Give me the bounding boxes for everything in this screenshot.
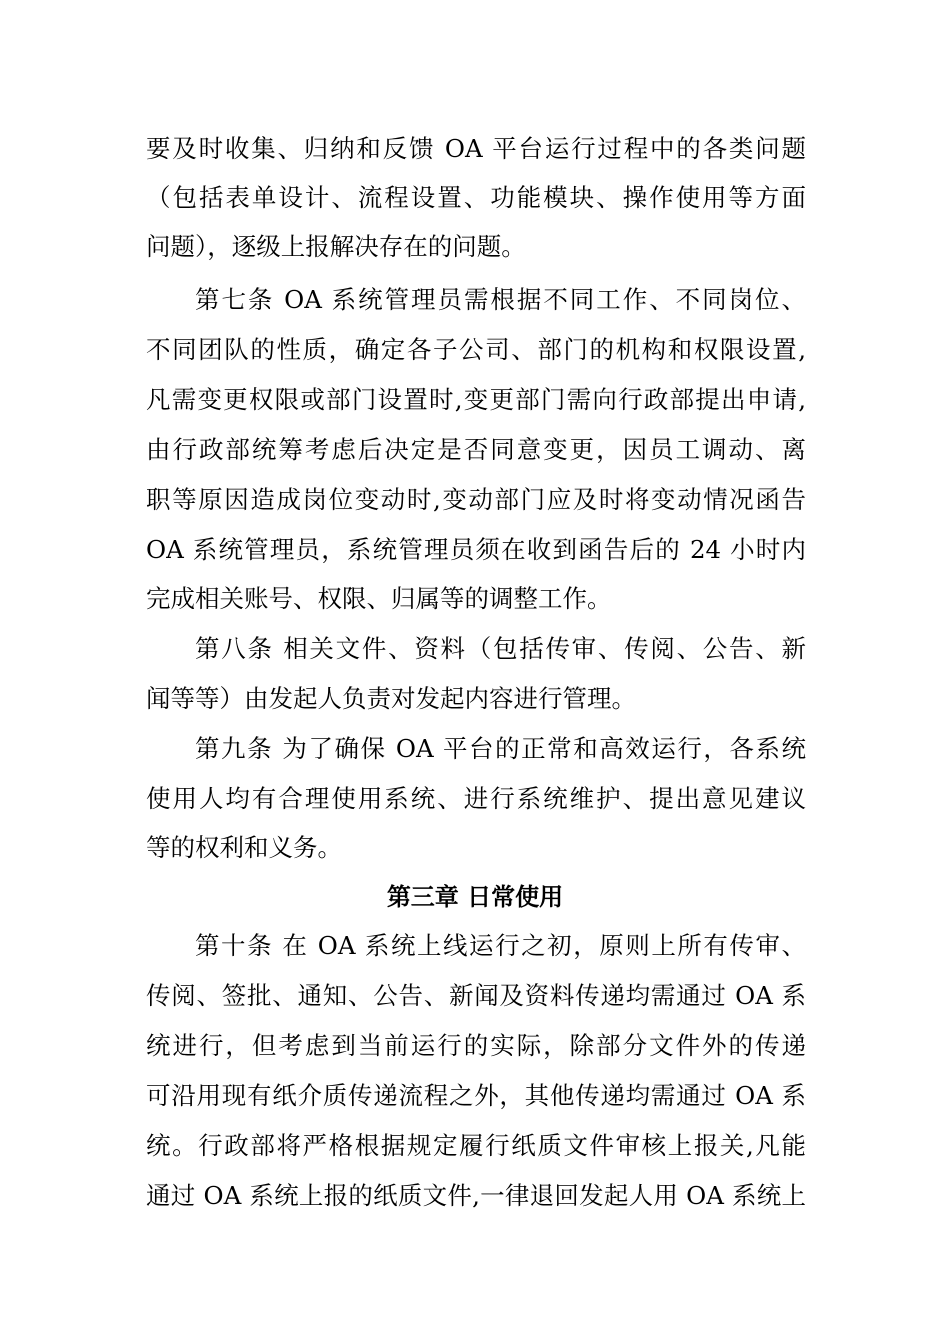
text-line: OA 系统管理员，系统管理员须在收到函告后的 24 小时内 bbox=[146, 535, 806, 564]
text-line: 统。行政部将严格根据规定履行纸质文件审核上报关,凡能 bbox=[146, 1131, 806, 1160]
text-line: 第七条 OA 系统管理员需根据不同工作、不同岗位、 bbox=[195, 285, 806, 314]
chapter-title: 第三章 日常使用 bbox=[386, 883, 564, 911]
text-line: 由行政部统筹考虑后决定是否同意变更，因员工调动、离 bbox=[146, 435, 806, 464]
text-line: 等的权利和义务。 bbox=[146, 833, 342, 862]
text-line: 凡需变更权限或部门设置时,变更部门需向行政部提出申请, bbox=[146, 385, 806, 414]
text-line: 第九条 为了确保 OA 平台的正常和高效运行，各系统 bbox=[195, 734, 806, 763]
text-line: 闻等等）由发起人负责对发起内容进行管理。 bbox=[146, 684, 636, 713]
text-line: 完成相关账号、权限、归属等的调整工作。 bbox=[146, 584, 612, 613]
text-line: （包括表单设计、流程设置、功能模块、操作使用等方面 bbox=[146, 183, 806, 212]
text-line: 第十条 在 OA 系统上线运行之初，原则上所有传审、 bbox=[195, 931, 806, 960]
text-line: 第八条 相关文件、资料（包括传审、传阅、公告、新 bbox=[195, 634, 806, 663]
text-line: 使用人均有合理使用系统、进行系统维护、提出意见建议 bbox=[146, 784, 806, 813]
text-line: 传阅、签批、通知、公告、新闻及资料传递均需通过 OA 系 bbox=[146, 981, 806, 1010]
text-line: 通过 OA 系统上报的纸质文件,一律退回发起人用 OA 系统上 bbox=[146, 1181, 806, 1210]
text-line: 不同团队的性质，确定各子公司、部门的机构和权限设置, bbox=[146, 335, 806, 364]
text-line: 问题），逐级上报解决存在的问题。 bbox=[146, 232, 526, 261]
text-line: 职等原因造成岗位变动时,变动部门应及时将变动情况函告 bbox=[146, 485, 806, 514]
text-line: 要及时收集、归纳和反馈 OA 平台运行过程中的各类问题 bbox=[146, 134, 806, 163]
text-line: 统进行，但考虑到当前运行的实际，除部分文件外的传递 bbox=[146, 1031, 806, 1060]
text-line: 可沿用现有纸介质传递流程之外，其他传递均需通过 OA 系 bbox=[146, 1081, 806, 1110]
